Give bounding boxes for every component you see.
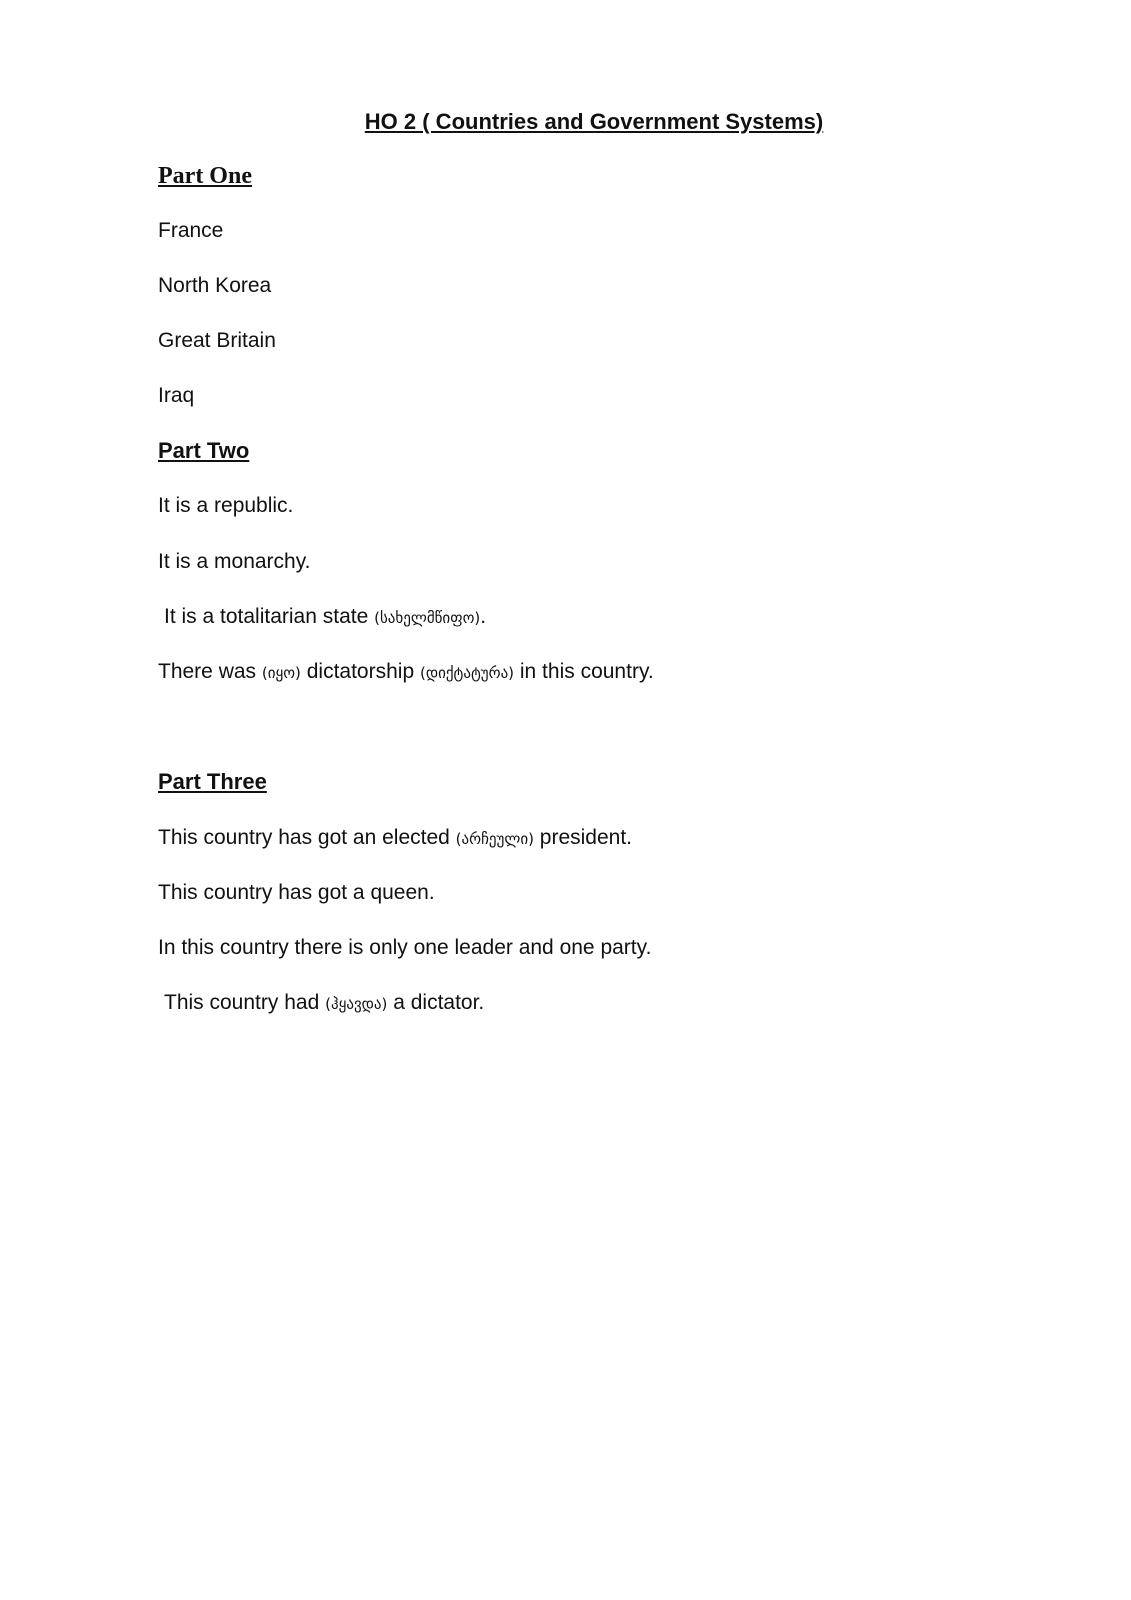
sentence [164,989,484,1018]
sentence-text: president. [533,826,633,849]
sentence: It is a republic. [158,494,294,517]
sentence [164,603,486,632]
georgian-gloss: (დიქტატურა) [419,664,515,682]
sentence-text: . [480,605,487,628]
sentence-text: This country had [164,991,326,1014]
georgian-gloss: (სახელმწიფო) [374,609,481,627]
sentence [158,824,632,853]
document-title: HO 2 ( Countries and Government Systems) [364,109,824,134]
country-item: France [158,219,224,242]
sentence-text: in this country. [514,660,654,683]
sentence [158,658,654,687]
sentence-text: dictatorship [300,660,420,683]
sentence: In this country there is only one leader and one party. [158,936,652,959]
sentence-text: This country has got an elected [158,826,456,849]
country-item: Iraq [158,384,195,407]
part-one-heading: Part One [158,163,252,189]
sentence-text: a dictator. [387,991,485,1014]
georgian-gloss: (არჩეული) [455,830,534,848]
sentence-text: It is a totalitarian state [164,605,375,628]
sentence: It is a monarchy. [158,550,311,573]
sentence: This country has got a queen. [158,881,435,904]
part-two-heading: Part Two [158,438,250,463]
country-item: Great Britain [158,329,276,352]
part-three-heading: Part Three [158,769,267,794]
country-item: North Korea [158,274,272,297]
georgian-gloss: (ჰყავდა) [325,995,388,1013]
georgian-gloss: (იყო) [261,664,301,682]
sentence-text: There was [158,660,262,683]
